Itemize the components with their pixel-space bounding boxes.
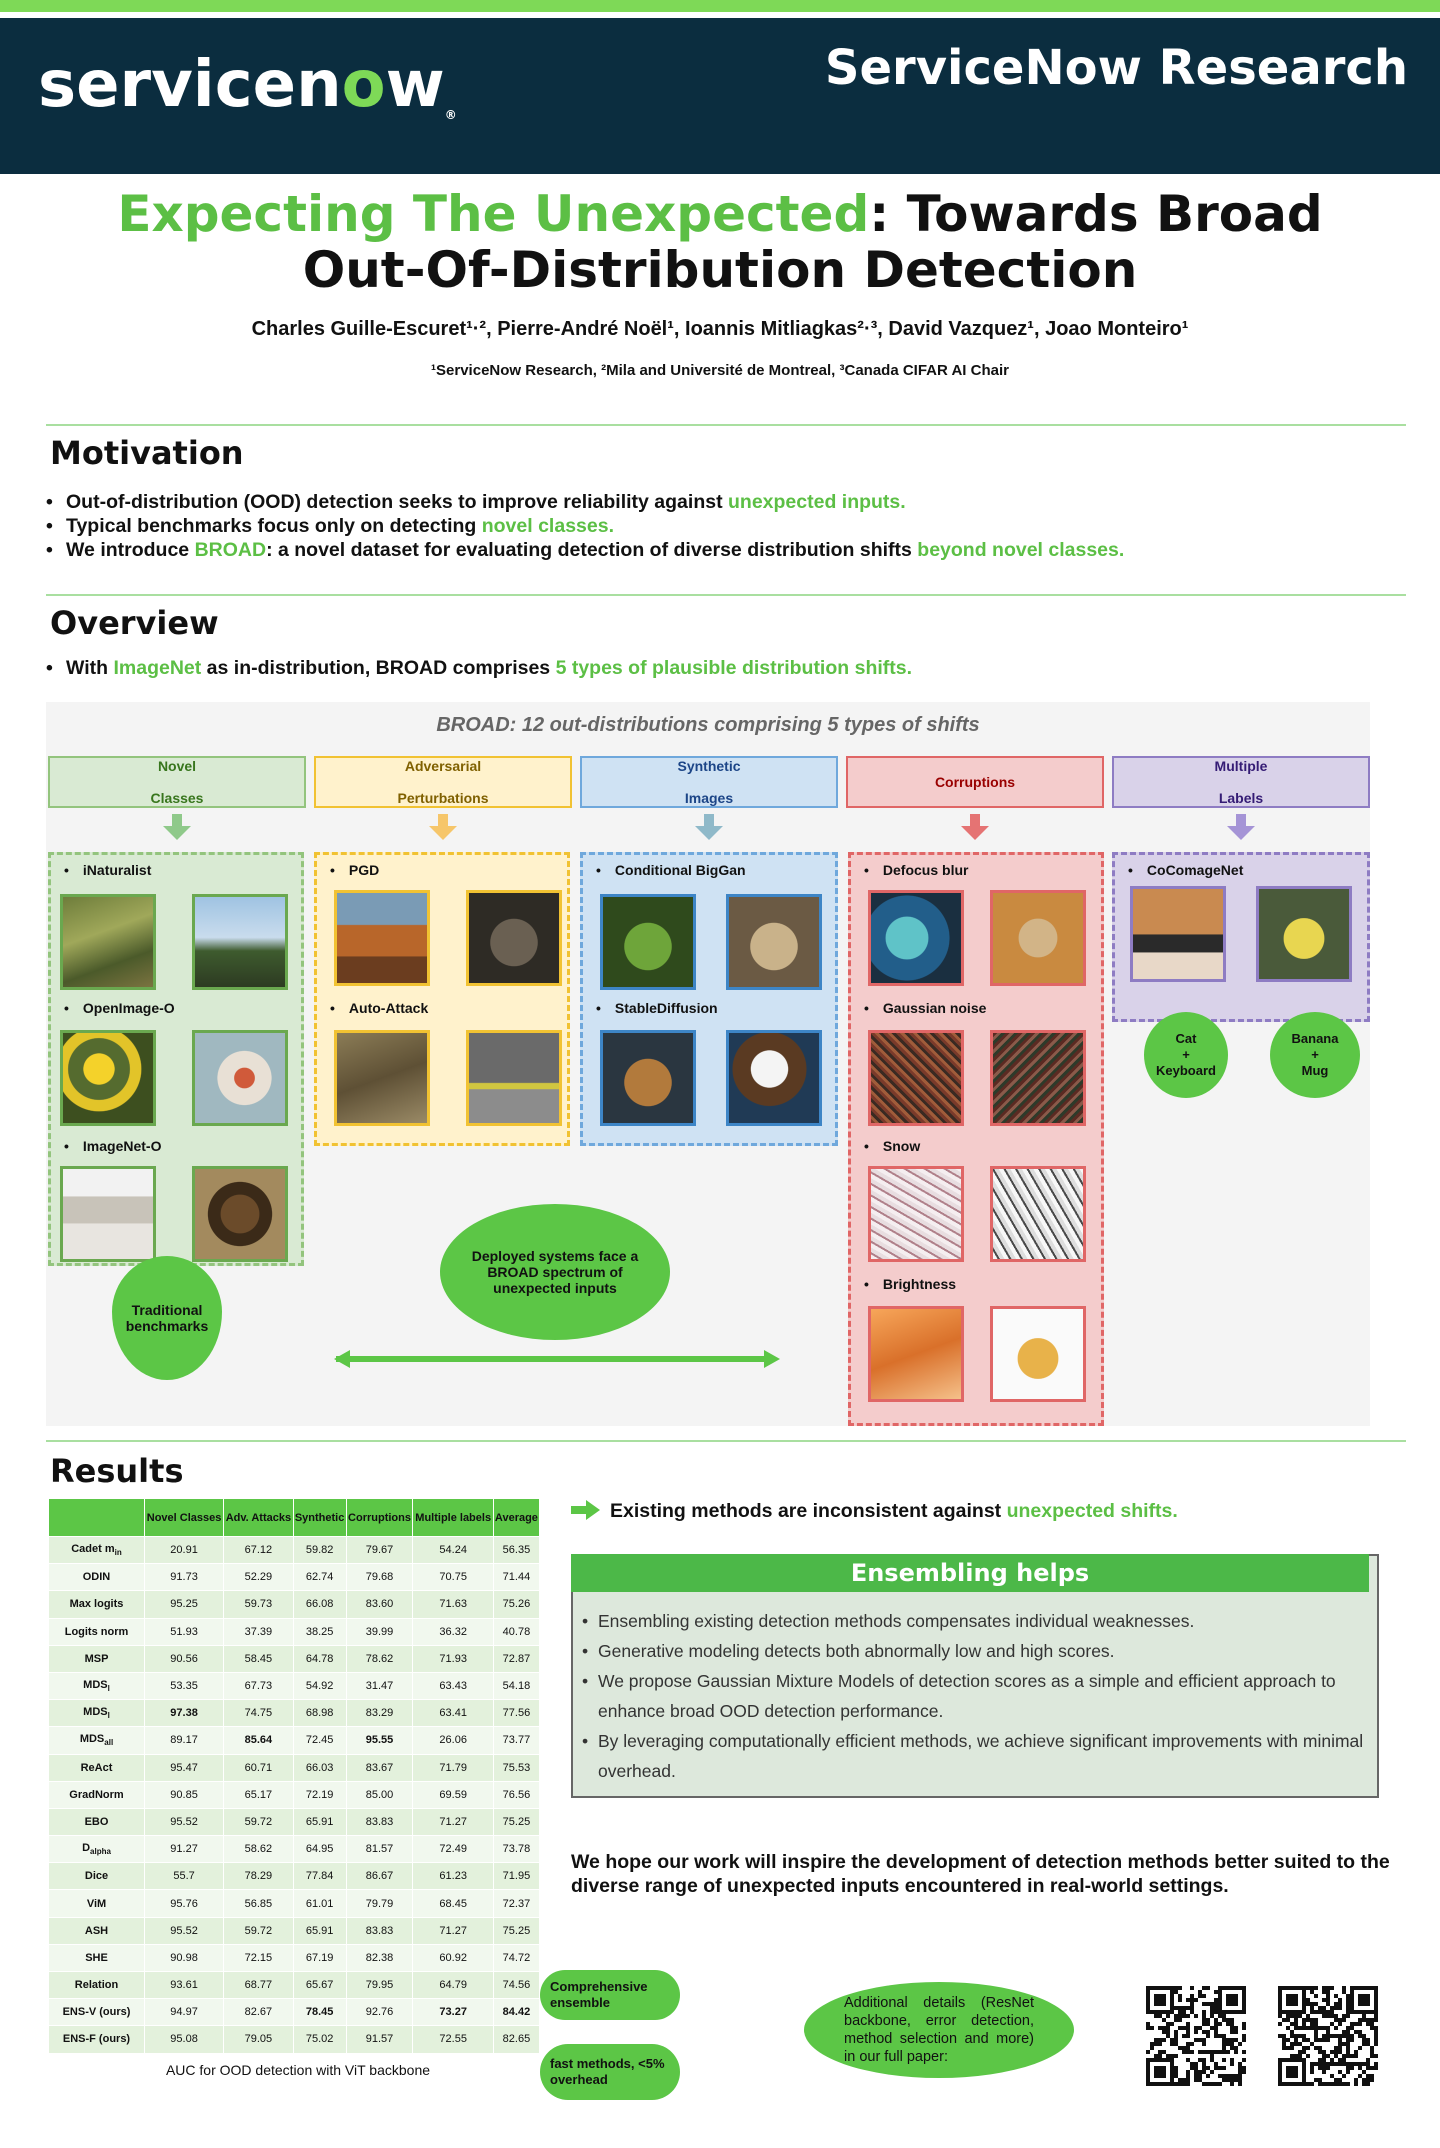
value-cell: 58.45 xyxy=(224,1645,294,1672)
value-cell: 75.02 xyxy=(293,2026,346,2053)
method-cell: MSP xyxy=(49,1645,145,1672)
value-cell: 67.12 xyxy=(224,1537,294,1564)
qr-code-github[interactable] xyxy=(1276,1984,1380,2088)
value-cell: 36.32 xyxy=(413,1618,493,1645)
figure-title: BROAD: 12 out-distributions comprising 5 types of shifts xyxy=(436,714,980,736)
table-row xyxy=(49,2026,540,2053)
cocomage-image xyxy=(1256,886,1352,982)
existing-methods-text: Existing methods are inconsistent against unexpected shifts. xyxy=(610,1500,1178,1522)
value-cell: 81.57 xyxy=(346,1836,413,1863)
pgd-image xyxy=(466,890,562,986)
brightness-image xyxy=(868,1306,964,1402)
value-cell: 90.85 xyxy=(145,1781,224,1808)
inaturalist-image xyxy=(60,894,156,990)
value-cell: 68.77 xyxy=(224,1972,294,1999)
overview-bullet: • With ImageNet as in-distribution, BROAD comprises 5 types of plausible distribution shifts. xyxy=(46,656,912,680)
results-heading: Results xyxy=(50,1452,184,1490)
value-cell: 85.64 xyxy=(224,1727,294,1754)
value-cell: 79.68 xyxy=(346,1564,413,1591)
value-cell: 85.00 xyxy=(346,1781,413,1808)
method-cell: Dice xyxy=(49,1863,145,1890)
value-cell: 83.83 xyxy=(346,1808,413,1835)
value-cell: 72.19 xyxy=(293,1781,346,1808)
ensembling-list xyxy=(578,1606,1368,1786)
table-row xyxy=(49,1863,540,1890)
dataset-label: • CoComageNet xyxy=(1128,862,1243,878)
gaussian-noise-image xyxy=(990,1030,1086,1126)
divider xyxy=(46,424,1406,426)
openimage-image xyxy=(60,1030,156,1126)
value-cell: 72.55 xyxy=(413,2026,493,2053)
table-row xyxy=(49,1890,540,1917)
column-header: Novel Classes xyxy=(145,1499,224,1537)
value-cell: 74.75 xyxy=(224,1700,294,1727)
ensembling-item: • Ensembling existing detection methods compensates individual weaknesses. xyxy=(578,1606,1368,1636)
ensembling-heading: Ensembling helps xyxy=(571,1554,1369,1592)
value-cell: 26.06 xyxy=(413,1727,493,1754)
method-cell: $MDS_l$ xyxy=(49,1700,145,1727)
value-cell: 79.67 xyxy=(346,1537,413,1564)
column-header xyxy=(49,1499,145,1537)
table-row xyxy=(49,1564,540,1591)
value-cell: 79.79 xyxy=(346,1890,413,1917)
method-cell: $D_{alpha}$ xyxy=(49,1836,145,1863)
method-cell: $MDS_{all}$ xyxy=(49,1727,145,1754)
method-cell: ENS-F (ours) xyxy=(49,2026,145,2053)
table-caption: AUC for OOD detection with ViT backbone xyxy=(165,2062,431,2078)
value-cell: 91.57 xyxy=(346,2026,413,2053)
banana-mug-callout: Banana + Mug xyxy=(1270,1012,1360,1098)
conclusion-text: We hope our work will inspire the development of detection methods better suited to the diverse range of unexpected inputs encountered in real-world settings. xyxy=(571,1851,1390,1897)
value-cell: 73.77 xyxy=(493,1727,539,1754)
snow-image xyxy=(990,1166,1086,1262)
table-row xyxy=(49,1537,540,1564)
value-cell: 72.37 xyxy=(493,1890,539,1917)
results-table xyxy=(48,1498,540,2054)
value-cell: 54.24 xyxy=(413,1537,493,1564)
top-accent-bar xyxy=(0,0,1440,12)
value-cell: 75.53 xyxy=(493,1754,539,1781)
servicenow-logo: servicenow® xyxy=(38,48,457,122)
category-multiple: Multiple Labels xyxy=(1112,756,1370,808)
column-header: Multiple labels xyxy=(413,1499,493,1537)
value-cell: 63.43 xyxy=(413,1672,493,1699)
dataset-label: • Auto-Attack xyxy=(330,1000,428,1016)
arrow-head-icon xyxy=(586,1500,600,1520)
ensembling-item: • We propose Gaussian Mixture Models of detection scores as a simple and efficient approach to enhance broad OOD detection performance. xyxy=(578,1666,1368,1726)
overview-heading: Overview xyxy=(50,604,219,642)
table-row xyxy=(49,1999,540,2026)
imagenet-o-image xyxy=(60,1166,156,1262)
value-cell: 70.75 xyxy=(413,1564,493,1591)
table-row xyxy=(49,1972,540,1999)
inaturalist-image xyxy=(192,894,288,990)
value-cell: 20.91 xyxy=(145,1537,224,1564)
dataset-label: • StableDiffusion xyxy=(596,1000,718,1016)
autoattack-image xyxy=(466,1030,562,1126)
value-cell: 60.92 xyxy=(413,1944,493,1971)
column-header: Average xyxy=(493,1499,539,1537)
method-cell: ViM xyxy=(49,1890,145,1917)
value-cell: 72.15 xyxy=(224,1944,294,1971)
category-novel: Novel Classes xyxy=(48,756,306,808)
value-cell: 63.41 xyxy=(413,1700,493,1727)
value-cell: 83.83 xyxy=(346,1917,413,1944)
title-highlight: Expecting The Unexpected xyxy=(117,185,870,243)
deployed-systems-callout: Deployed systems face a BROAD spectrum of unexpected inputs xyxy=(440,1204,670,1340)
value-cell: 56.85 xyxy=(224,1890,294,1917)
value-cell: 72.45 xyxy=(293,1727,346,1754)
value-cell: 78.29 xyxy=(224,1863,294,1890)
dataset-label: • Gaussian noise xyxy=(864,1000,986,1016)
pgd-image xyxy=(334,890,430,986)
motivation-bullet: • We introduce BROAD: a novel dataset for evaluating detection of diverse distribution shifts beyond novel classes. xyxy=(46,538,1124,562)
additional-details-callout: Additional details (ResNet backbone, error detection, method selection and more) in our full paper: xyxy=(804,1982,1074,2078)
divider xyxy=(46,1440,1406,1442)
snow-image xyxy=(868,1166,964,1262)
method-cell: SHE xyxy=(49,1944,145,1971)
value-cell: 72.49 xyxy=(413,1836,493,1863)
value-cell: 59.73 xyxy=(224,1591,294,1618)
divider xyxy=(46,594,1406,596)
affiliations: ¹ServiceNow Research, ²Mila and Université de Montreal, ³Canada CIFAR AI Chair xyxy=(431,362,1009,379)
table-row xyxy=(49,1645,540,1672)
value-cell: 64.79 xyxy=(413,1972,493,1999)
motivation-list xyxy=(46,490,1124,562)
table-row xyxy=(49,1781,540,1808)
value-cell: 75.25 xyxy=(493,1917,539,1944)
value-cell: 90.56 xyxy=(145,1645,224,1672)
value-cell: 64.95 xyxy=(293,1836,346,1863)
value-cell: 62.74 xyxy=(293,1564,346,1591)
value-cell: 79.05 xyxy=(224,2026,294,2053)
value-cell: 83.67 xyxy=(346,1754,413,1781)
method-cell: $MDS_l$ xyxy=(49,1672,145,1699)
cat-keyboard-callout: Cat + Keyboard xyxy=(1144,1012,1228,1098)
value-cell: 72.87 xyxy=(493,1645,539,1672)
value-cell: 77.56 xyxy=(493,1700,539,1727)
value-cell: 83.29 xyxy=(346,1700,413,1727)
value-cell: 97.38 xyxy=(145,1700,224,1727)
value-cell: 69.59 xyxy=(413,1781,493,1808)
method-cell: Logits norm xyxy=(49,1618,145,1645)
table-row xyxy=(49,1754,540,1781)
value-cell: 31.47 xyxy=(346,1672,413,1699)
value-cell: 75.25 xyxy=(493,1808,539,1835)
value-cell: 95.52 xyxy=(145,1808,224,1835)
method-cell: Relation xyxy=(49,1972,145,1999)
value-cell: 52.29 xyxy=(224,1564,294,1591)
table-row xyxy=(49,1618,540,1645)
overview-list xyxy=(46,656,912,680)
value-cell: 55.7 xyxy=(145,1863,224,1890)
value-cell: 94.97 xyxy=(145,1999,224,2026)
method-cell: ODIN xyxy=(49,1564,145,1591)
value-cell: 77.84 xyxy=(293,1863,346,1890)
table-row xyxy=(49,1700,540,1727)
cocomage-image xyxy=(1130,886,1226,982)
dataset-label: • Snow xyxy=(864,1138,920,1154)
comprehensive-bubble: Comprehensive ensemble xyxy=(540,1970,680,2020)
value-cell: 65.91 xyxy=(293,1917,346,1944)
arrow-right-icon xyxy=(764,1350,780,1368)
method-cell: ENS-V (ours) xyxy=(49,1999,145,2026)
biggan-image xyxy=(726,894,822,990)
value-cell: 83.60 xyxy=(346,1591,413,1618)
value-cell: 76.56 xyxy=(493,1781,539,1808)
value-cell: 95.55 xyxy=(346,1727,413,1754)
value-cell: 39.99 xyxy=(346,1618,413,1645)
autoattack-image xyxy=(334,1030,430,1126)
arrow-left-icon xyxy=(334,1350,350,1368)
dataset-label: • OpenImage-O xyxy=(64,1000,175,1016)
value-cell: 82.65 xyxy=(493,2026,539,2053)
value-cell: 74.72 xyxy=(493,1944,539,1971)
value-cell: 67.19 xyxy=(293,1944,346,1971)
value-cell: 59.72 xyxy=(224,1808,294,1835)
value-cell: 54.92 xyxy=(293,1672,346,1699)
defocus-image xyxy=(990,890,1086,986)
value-cell: 66.08 xyxy=(293,1591,346,1618)
org-name: ServiceNow Research xyxy=(824,40,1408,96)
table-row xyxy=(49,1727,540,1754)
value-cell: 95.25 xyxy=(145,1591,224,1618)
imagenet-o-image xyxy=(192,1166,288,1262)
stablediffusion-image xyxy=(600,1030,696,1126)
gaussian-noise-image xyxy=(868,1030,964,1126)
value-cell: 54.18 xyxy=(493,1672,539,1699)
table-row xyxy=(49,1944,540,1971)
poster-title xyxy=(0,186,1440,298)
method-cell: EBO xyxy=(49,1808,145,1835)
value-cell: 78.62 xyxy=(346,1645,413,1672)
brightness-image xyxy=(990,1306,1086,1402)
value-cell: 71.79 xyxy=(413,1754,493,1781)
value-cell: 51.93 xyxy=(145,1618,224,1645)
value-cell: 59.72 xyxy=(224,1917,294,1944)
value-cell: 66.03 xyxy=(293,1754,346,1781)
table-row xyxy=(49,1917,540,1944)
category-synthetic: Synthetic Images xyxy=(580,756,838,808)
value-cell: 65.17 xyxy=(224,1781,294,1808)
value-cell: 71.27 xyxy=(413,1917,493,1944)
motivation-heading: Motivation xyxy=(50,434,244,472)
value-cell: 92.76 xyxy=(346,1999,413,2026)
value-cell: 95.47 xyxy=(145,1754,224,1781)
value-cell: 68.98 xyxy=(293,1700,346,1727)
traditional-benchmarks-callout: Traditional benchmarks xyxy=(112,1256,222,1380)
fast-methods-bubble: fast methods, <5% overhead xyxy=(540,2044,680,2100)
dataset-label: • iNaturalist xyxy=(64,862,151,878)
value-cell: 67.73 xyxy=(224,1672,294,1699)
value-cell: 61.23 xyxy=(413,1863,493,1890)
defocus-image xyxy=(868,890,964,986)
table-row xyxy=(49,1808,540,1835)
dataset-label: • Brightness xyxy=(864,1276,956,1292)
value-cell: 89.17 xyxy=(145,1727,224,1754)
value-cell: 73.27 xyxy=(413,1999,493,2026)
value-cell: 74.56 xyxy=(493,1972,539,1999)
value-cell: 59.82 xyxy=(293,1537,346,1564)
value-cell: 78.45 xyxy=(293,1999,346,2026)
table-header-row xyxy=(49,1499,540,1537)
value-cell: 64.78 xyxy=(293,1645,346,1672)
stablediffusion-image xyxy=(726,1030,822,1126)
category-adversarial: Adversarial Perturbations xyxy=(314,756,572,808)
motivation-bullet: • Typical benchmarks focus only on detecting novel classes. xyxy=(46,514,1124,538)
spectrum-arrow xyxy=(336,1356,768,1362)
column-header: Synthetic xyxy=(293,1499,346,1537)
value-cell: 71.93 xyxy=(413,1645,493,1672)
value-cell: 40.78 xyxy=(493,1618,539,1645)
value-cell: 86.67 xyxy=(346,1863,413,1890)
value-cell: 91.73 xyxy=(145,1564,224,1591)
arrow-right-icon xyxy=(571,1506,587,1514)
table-row xyxy=(49,1836,540,1863)
value-cell: 38.25 xyxy=(293,1618,346,1645)
table-row xyxy=(49,1591,540,1618)
dataset-label: • Conditional BigGan xyxy=(596,862,746,878)
column-header: Adv. Attacks xyxy=(224,1499,294,1537)
value-cell: 53.35 xyxy=(145,1672,224,1699)
motivation-bullet: • Out-of-distribution (OOD) detection seeks to improve reliability against unexpected inputs. xyxy=(46,490,1124,514)
value-cell: 73.78 xyxy=(493,1836,539,1863)
table-row xyxy=(49,1672,540,1699)
value-cell: 93.61 xyxy=(145,1972,224,1999)
value-cell: 71.44 xyxy=(493,1564,539,1591)
title-rest: : Towards Broad xyxy=(869,185,1323,243)
value-cell: 75.26 xyxy=(493,1591,539,1618)
value-cell: 71.27 xyxy=(413,1808,493,1835)
value-cell: 90.98 xyxy=(145,1944,224,1971)
dataset-label: • ImageNet-O xyxy=(64,1138,161,1154)
method-cell: GradNorm xyxy=(49,1781,145,1808)
category-corruptions: Corruptions xyxy=(846,756,1104,808)
value-cell: 68.45 xyxy=(413,1890,493,1917)
value-cell: 82.67 xyxy=(224,1999,294,2026)
value-cell: 58.62 xyxy=(224,1836,294,1863)
method-cell: ReAct xyxy=(49,1754,145,1781)
value-cell: 37.39 xyxy=(224,1618,294,1645)
ensembling-item: • By leveraging computationally efficient methods, we achieve significant improvements with minimal overhead. xyxy=(578,1726,1368,1786)
value-cell: 91.27 xyxy=(145,1836,224,1863)
value-cell: 71.95 xyxy=(493,1863,539,1890)
value-cell: 95.52 xyxy=(145,1917,224,1944)
value-cell: 56.35 xyxy=(493,1537,539,1564)
value-cell: 61.01 xyxy=(293,1890,346,1917)
value-cell: 65.91 xyxy=(293,1808,346,1835)
authors: Charles Guille-Escuret¹·², Pierre-André Noël¹, Ioannis Mitliagkas²·³, David Vazquez¹, Joao Monteiro¹ xyxy=(251,318,1189,340)
value-cell: 60.71 xyxy=(224,1754,294,1781)
method-cell: ASH xyxy=(49,1917,145,1944)
title-line2: Out-Of-Distribution Detection xyxy=(302,241,1138,299)
value-cell: 95.08 xyxy=(145,2026,224,2053)
qr-code-paper[interactable] xyxy=(1144,1984,1248,2088)
ensembling-item: • Generative modeling detects both abnormally low and high scores. xyxy=(578,1636,1368,1666)
column-header: Corruptions xyxy=(346,1499,413,1537)
method-cell: Cadet $m_{in}$ xyxy=(49,1537,145,1564)
value-cell: 71.63 xyxy=(413,1591,493,1618)
value-cell: 79.95 xyxy=(346,1972,413,1999)
openimage-image xyxy=(192,1030,288,1126)
value-cell: 84.42 xyxy=(493,1999,539,2026)
value-cell: 82.38 xyxy=(346,1944,413,1971)
dataset-label: • Defocus blur xyxy=(864,862,968,878)
method-cell: Max logits xyxy=(49,1591,145,1618)
table-body xyxy=(49,1537,540,2054)
value-cell: 65.67 xyxy=(293,1972,346,1999)
value-cell: 95.76 xyxy=(145,1890,224,1917)
biggan-image xyxy=(600,894,696,990)
dataset-label: • PGD xyxy=(330,862,379,878)
